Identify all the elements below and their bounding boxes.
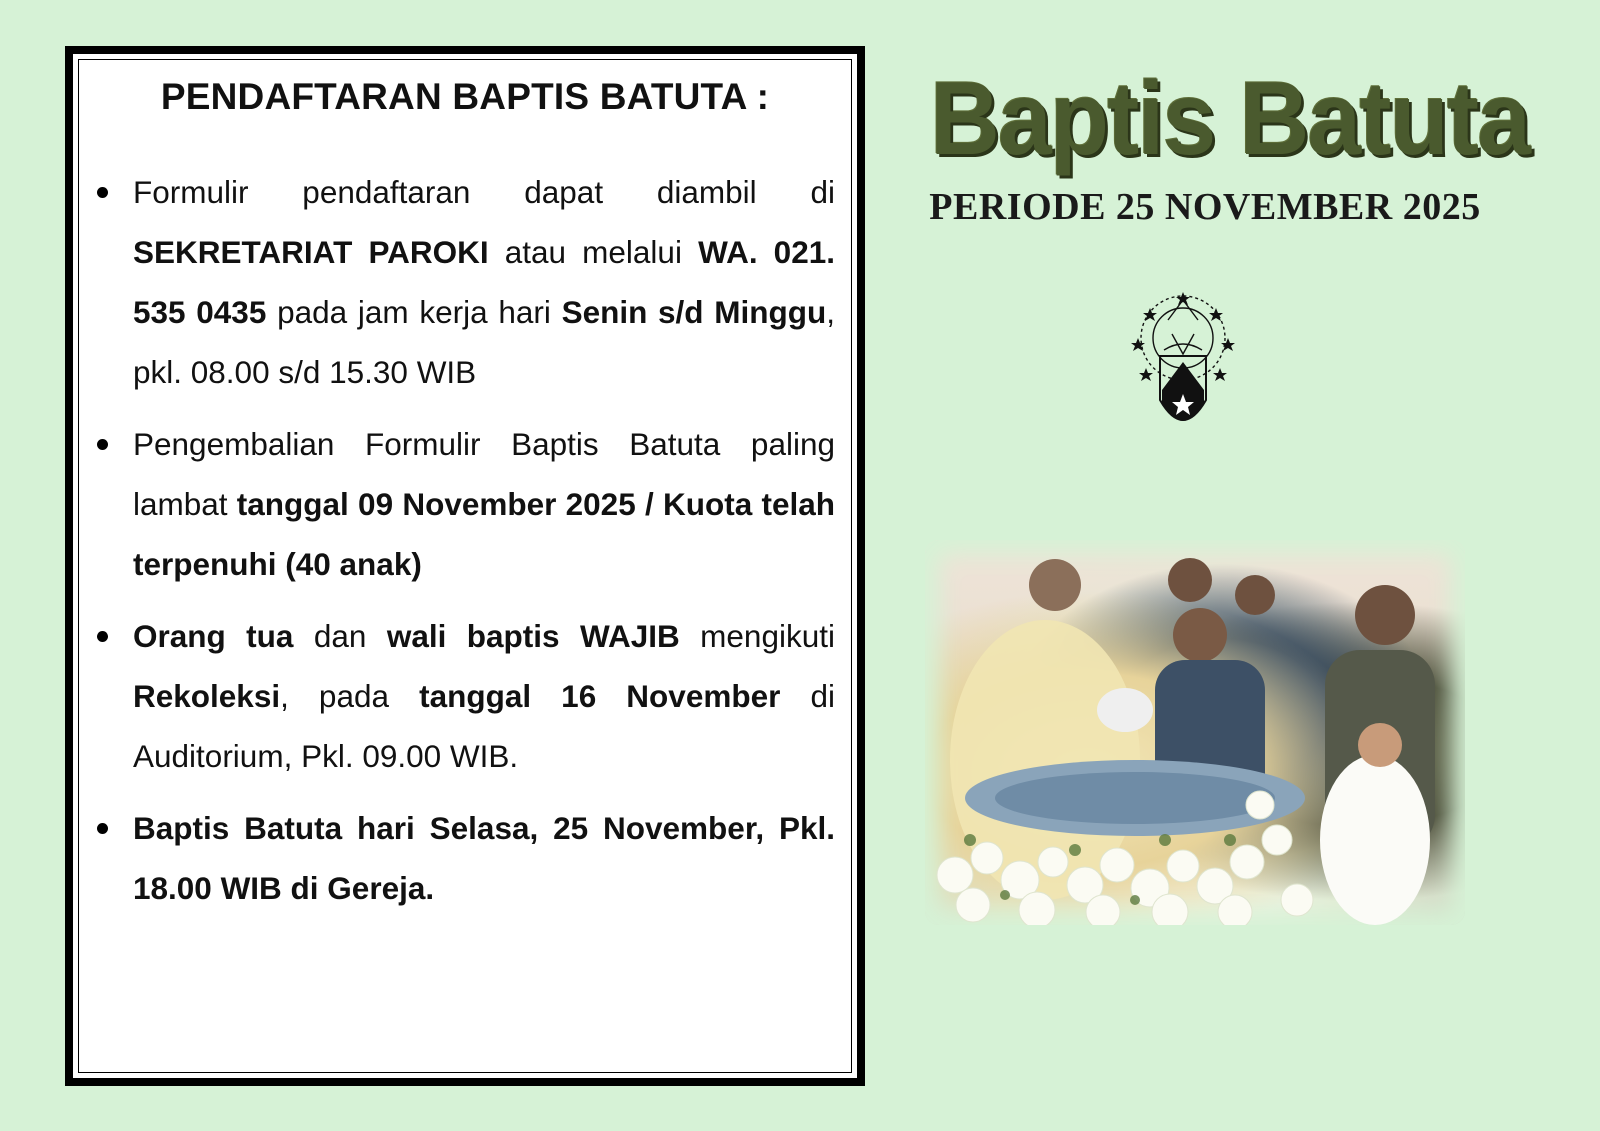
- list-item-text: mengikuti: [679, 618, 835, 654]
- carmelite-emblem-icon: [1128, 290, 1238, 450]
- registration-list: [133, 162, 835, 930]
- list-item-bold-text: tanggal 09 November 2025 / Kuota telah terpenuhi (40 anak): [133, 486, 835, 582]
- list-item: [133, 414, 835, 594]
- list-item-bold-text: Rekoleksi: [133, 678, 281, 714]
- list-item-bold-text: WA. 021. 535 0435: [133, 234, 835, 330]
- list-item-text: di Auditorium, Pkl. 09.00 WIB.: [133, 678, 835, 774]
- registration-card: [65, 46, 865, 1086]
- registration-title: PENDAFTARAN BAPTIS BATUTA :: [160, 76, 770, 117]
- list-item-bold-text: wali baptis WAJIB: [386, 618, 680, 654]
- list-item-text: , pada: [280, 678, 420, 714]
- list-item-text: atau melalui: [488, 234, 699, 270]
- list-item-text: Pengembalian Formulir Baptis Batuta paling lambat: [133, 426, 835, 522]
- list-item-bold-text: SEKRETARIAT PAROKI: [133, 234, 489, 270]
- list-item: [133, 798, 835, 918]
- list-item-text: dan: [293, 618, 387, 654]
- list-item-text: Formulir pendaftaran dapat diambil di: [133, 174, 835, 210]
- baptism-photo: [925, 540, 1465, 925]
- period-subtitle: PERIODE 25 NOVEMBER 2025: [929, 186, 1481, 228]
- list-item-bold-text: Orang tua: [133, 618, 294, 654]
- list-item: [133, 162, 835, 402]
- list-item: [133, 606, 835, 786]
- page-title: Baptis Batuta: [930, 61, 1530, 177]
- list-item-text: pada jam kerja hari: [266, 294, 562, 330]
- list-item-bold-text: Baptis Batuta hari Selasa, 25 November, Pkl. 18.00 WIB di Gereja.: [133, 810, 835, 906]
- registration-card-inner: [71, 52, 859, 1080]
- list-item-text: , pkl. 08.00 s/d 15.30 WIB: [133, 294, 835, 390]
- list-item-bold-text: tanggal 16 November: [419, 678, 781, 714]
- list-item-bold-text: Senin s/d Minggu: [561, 294, 827, 330]
